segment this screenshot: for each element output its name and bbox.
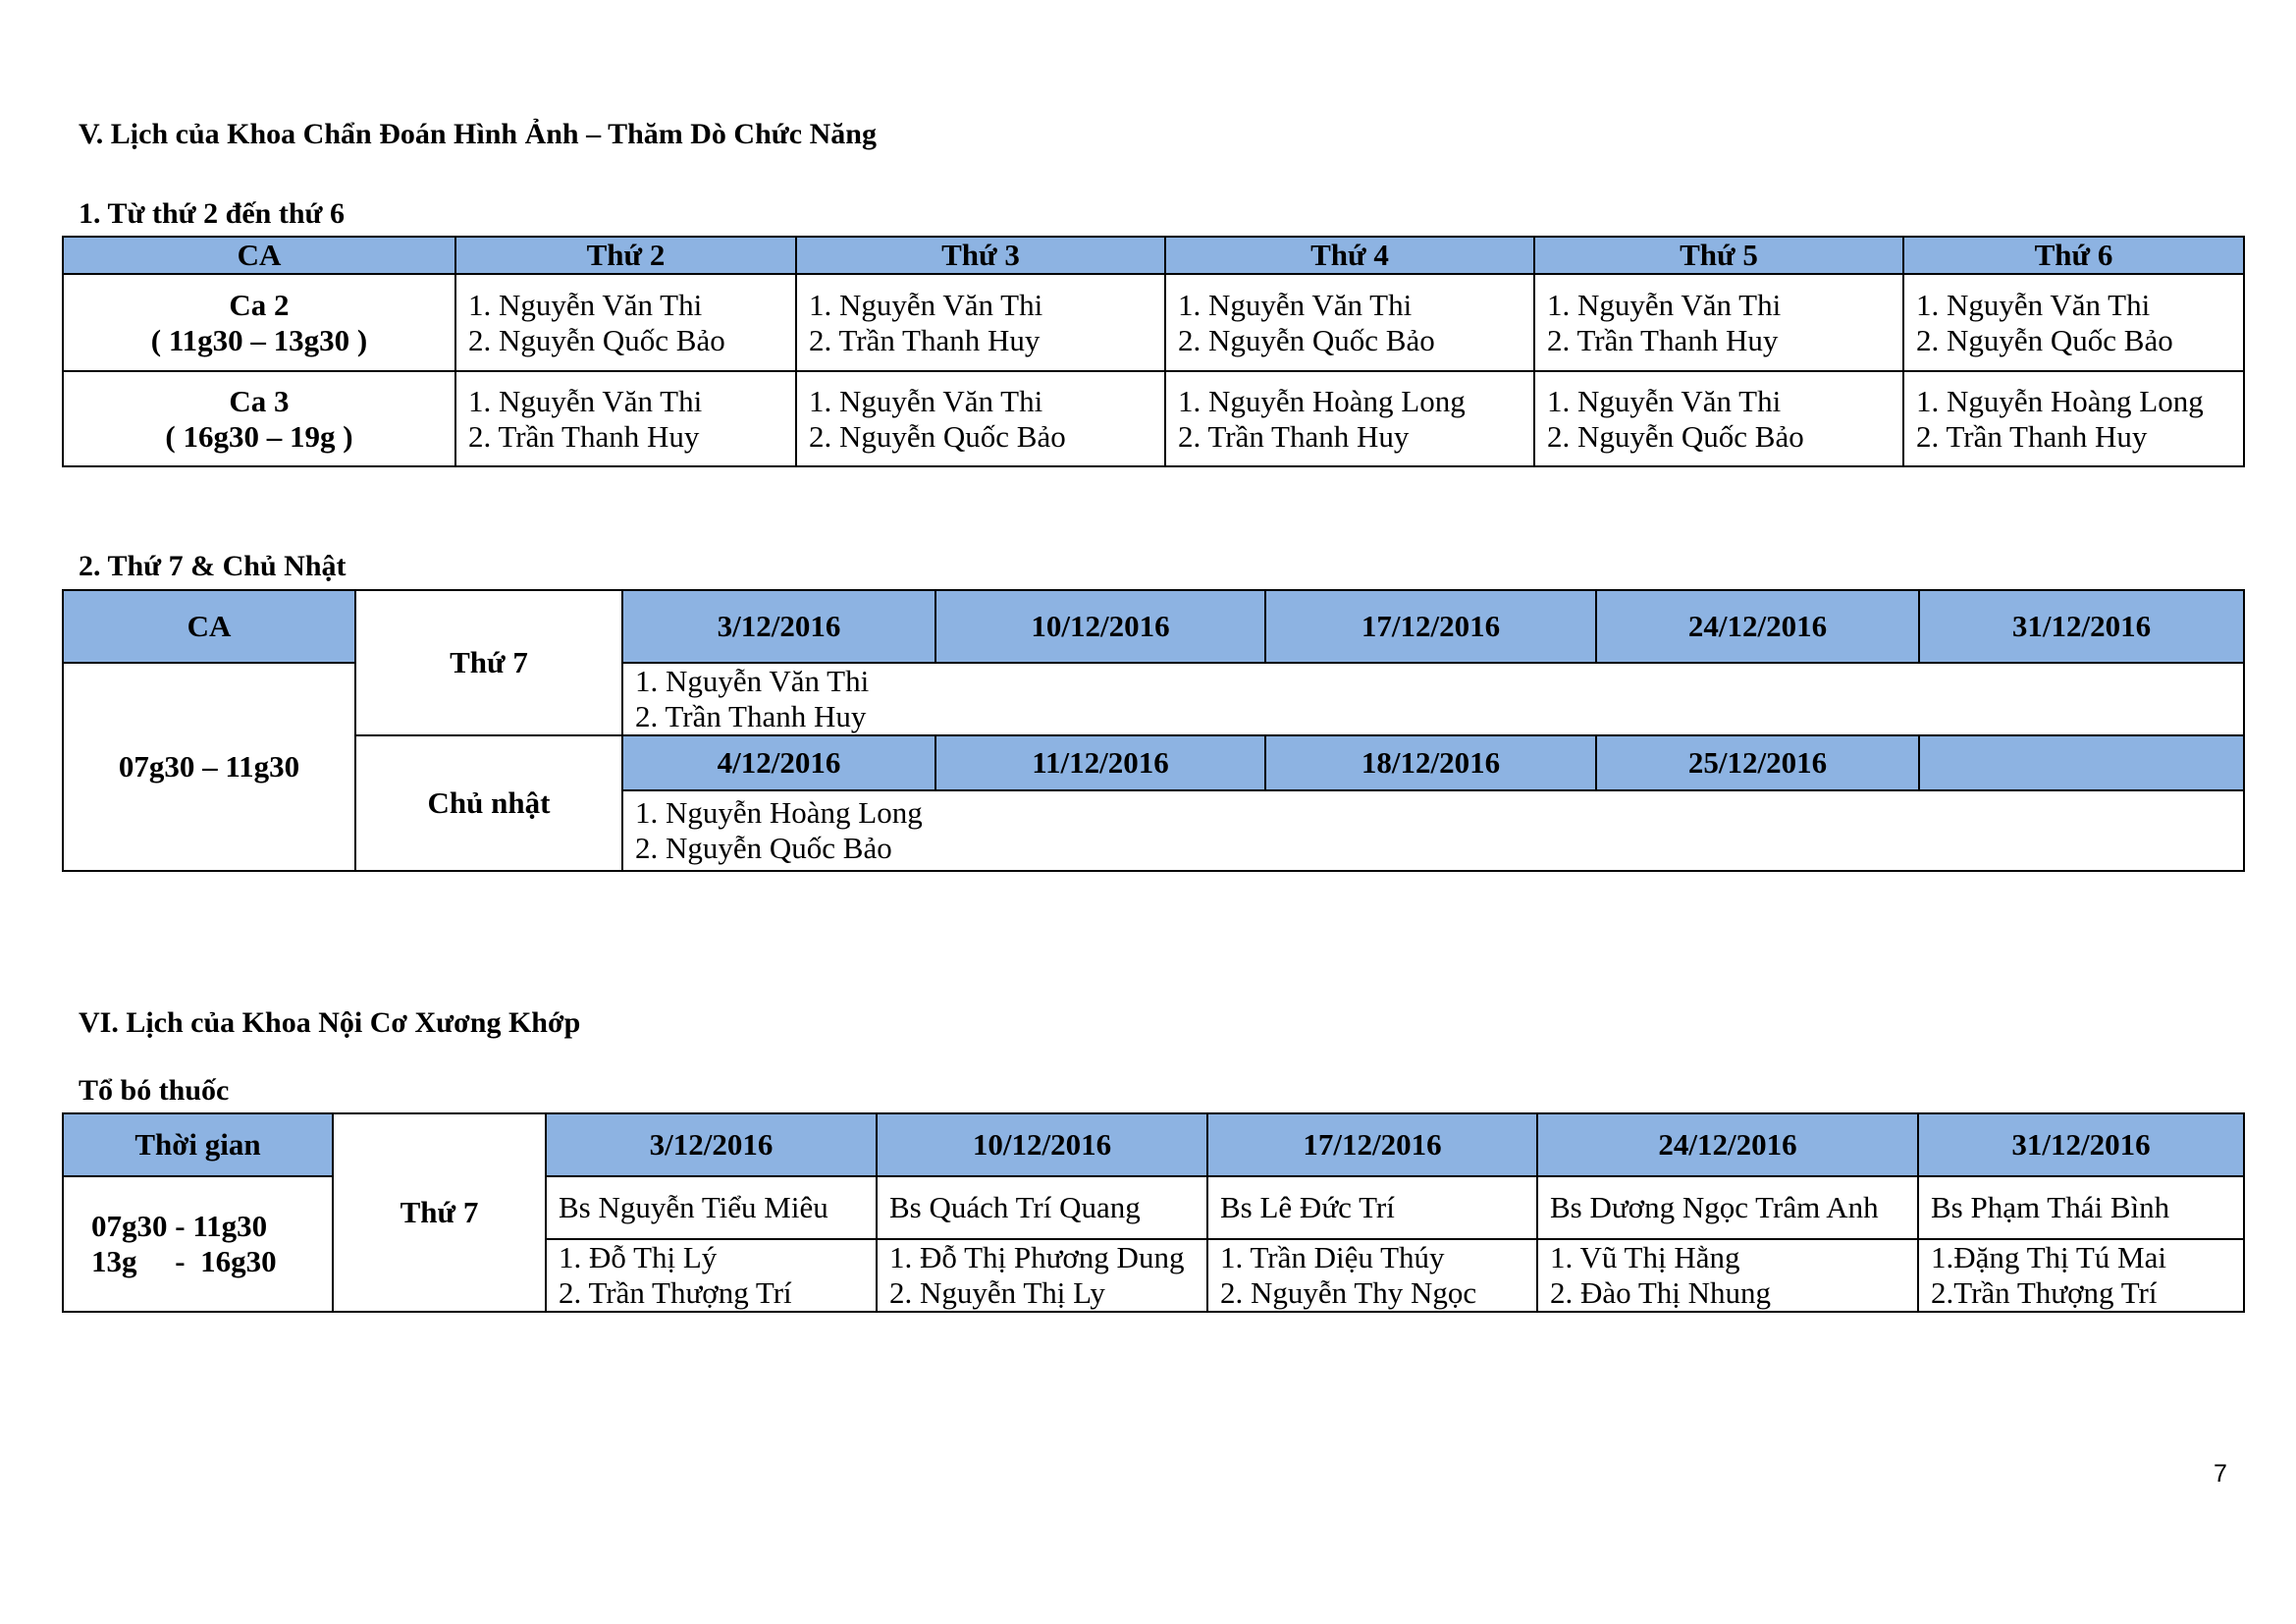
staff-line: 2. Nguyễn Quốc Bảo	[468, 322, 725, 357]
staff-cell	[1534, 274, 1903, 371]
time-cell	[63, 1176, 333, 1312]
shift-cell	[63, 371, 455, 466]
staff-line: 2. Nguyễn Thy Ngọc	[1220, 1275, 1477, 1310]
weekday-schedule-table	[62, 236, 2245, 467]
staff-line: 1. Nguyễn Văn Thi	[468, 287, 703, 322]
staff-line: 2. Nguyễn Quốc Bảo	[1916, 322, 2173, 357]
shift-name: Ca 3	[229, 383, 290, 418]
saturday-label: Thứ 7	[355, 590, 622, 735]
staff-line: 1. Đỗ Thị Phương Dung	[889, 1240, 1185, 1274]
staff-cell	[1903, 371, 2244, 466]
sunday-label: Chủ nhật	[355, 735, 622, 871]
staff-cell	[1165, 371, 1534, 466]
staff-line: 2.Trần Thượng Trí	[1931, 1275, 2158, 1310]
sunday-date: 11/12/2016	[935, 735, 1265, 790]
col-header-thu4: Thứ 4	[1165, 237, 1534, 274]
sunday-date: 18/12/2016	[1265, 735, 1596, 790]
shift-time: ( 16g30 – 19g )	[165, 418, 353, 454]
staff-line: 1. Vũ Thị Hằng	[1550, 1240, 1740, 1274]
staff-line: 2. Nguyễn Quốc Bảo	[1547, 418, 1804, 454]
col-header-ca: CA	[63, 237, 455, 274]
shift-name: Ca 2	[229, 287, 290, 322]
date-header: 24/12/2016	[1537, 1113, 1918, 1176]
table-row-ca3	[63, 371, 2244, 466]
time-header: Thời gian	[63, 1113, 333, 1176]
staff-cell	[455, 371, 796, 466]
saturday-date: 24/12/2016	[1596, 590, 1919, 663]
staff-cell	[1207, 1239, 1537, 1312]
staff-line: 2. Trần Thanh Huy	[635, 699, 867, 733]
staff-line: 2. Đào Thị Nhung	[1550, 1275, 1772, 1310]
staff-cell	[1534, 371, 1903, 466]
staff-cell	[1918, 1239, 2244, 1312]
shift-cell	[63, 274, 455, 371]
date-header: 31/12/2016	[1918, 1113, 2244, 1176]
staff-cell	[796, 274, 1165, 371]
staff-line: 1. Nguyễn Văn Thi	[1547, 287, 1782, 322]
staff-line: 1. Nguyễn Văn Thi	[635, 664, 870, 698]
col-header-thu3: Thứ 3	[796, 237, 1165, 274]
section5-sub1-title: 1. Từ thứ 2 đến thứ 6	[79, 197, 346, 230]
doctor-cell: Bs Quách Trí Quang	[877, 1176, 1207, 1239]
table-row-ca2	[63, 274, 2244, 371]
sunday-date: 4/12/2016	[622, 735, 935, 790]
saturday-staff-cell	[622, 663, 2244, 735]
staff-line: 1. Nguyễn Văn Thi	[809, 383, 1043, 418]
section6-title: VI. Lịch của Khoa Nội Cơ Xương Khớp	[79, 1006, 581, 1039]
staff-line: 2. Trần Thanh Huy	[809, 322, 1041, 357]
time-line: 13g - 16g30	[91, 1244, 277, 1278]
staff-line: 1. Nguyễn Hoàng Long	[1916, 383, 2204, 418]
staff-cell	[1903, 274, 2244, 371]
saturday-date: 17/12/2016	[1265, 590, 1596, 663]
section5-sub2-title: 2. Thứ 7 & Chủ Nhật	[79, 550, 347, 582]
weekend-schedule-table	[62, 589, 2245, 872]
staff-cell	[546, 1239, 877, 1312]
date-header: 3/12/2016	[546, 1113, 877, 1176]
staff-cell	[1165, 274, 1534, 371]
ca-header: CA	[63, 590, 355, 663]
date-header: 10/12/2016	[877, 1113, 1207, 1176]
doctor-cell: Bs Dương Ngọc Trâm Anh	[1537, 1176, 1918, 1239]
col-header-thu6: Thứ 6	[1903, 237, 2244, 274]
saturday-date: 31/12/2016	[1919, 590, 2244, 663]
staff-line: 2. Nguyễn Quốc Bảo	[635, 831, 892, 865]
date-header: 17/12/2016	[1207, 1113, 1537, 1176]
time-line: 07g30 - 11g30	[91, 1209, 268, 1243]
staff-cell	[1537, 1239, 1918, 1312]
staff-line: 1. Trần Diệu Thúy	[1220, 1240, 1445, 1274]
col-header-thu2: Thứ 2	[455, 237, 796, 274]
doctor-cell: Bs Phạm Thái Bình	[1918, 1176, 2244, 1239]
staff-line: 1. Nguyễn Hoàng Long	[635, 795, 923, 830]
staff-line: 2. Trần Thượng Trí	[559, 1275, 792, 1310]
staff-line: 1. Nguyễn Hoàng Long	[1178, 383, 1466, 418]
staff-cell	[455, 274, 796, 371]
staff-line: 2. Trần Thanh Huy	[1916, 418, 2148, 454]
doctor-cell: Bs Lê Đức Trí	[1207, 1176, 1537, 1239]
staff-line: 2. Trần Thanh Huy	[1178, 418, 1410, 454]
staff-line: 2. Nguyễn Thị Ly	[889, 1275, 1105, 1310]
section5-title: V. Lịch của Khoa Chẩn Đoán Hình Ảnh – Thăm Dò Chức Năng	[79, 118, 877, 150]
staff-cell	[796, 371, 1165, 466]
sunday-staff-cell	[622, 790, 2244, 871]
staff-line: 2. Trần Thanh Huy	[1547, 322, 1779, 357]
staff-cell	[877, 1239, 1207, 1312]
staff-line: 1. Nguyễn Văn Thi	[468, 383, 703, 418]
saturday-date: 10/12/2016	[935, 590, 1265, 663]
sunday-date: 25/12/2016	[1596, 735, 1919, 790]
col-header-thu5: Thứ 5	[1534, 237, 1903, 274]
staff-line: 2. Nguyễn Quốc Bảo	[809, 418, 1066, 454]
staff-line: 2. Trần Thanh Huy	[468, 418, 700, 454]
staff-line: 1. Nguyễn Văn Thi	[1547, 383, 1782, 418]
day-label: Thứ 7	[333, 1113, 546, 1312]
doctor-cell: Bs Nguyễn Tiểu Miêu	[546, 1176, 877, 1239]
bone-joint-schedule-table	[62, 1112, 2245, 1313]
staff-line: 1. Nguyễn Văn Thi	[1178, 287, 1413, 322]
staff-line: 1. Đỗ Thị Lý	[559, 1240, 718, 1274]
staff-line: 1. Nguyễn Văn Thi	[809, 287, 1043, 322]
staff-line: 2. Nguyễn Quốc Bảo	[1178, 322, 1435, 357]
page-number: 7	[2214, 1460, 2227, 1488]
shift-time: ( 11g30 – 13g30 )	[150, 322, 368, 357]
saturday-date: 3/12/2016	[622, 590, 935, 663]
staff-line: 1. Nguyễn Văn Thi	[1916, 287, 2151, 322]
section6-subtitle: Tổ bó thuốc	[79, 1074, 230, 1107]
staff-line: 1.Đặng Thị Tú Mai	[1931, 1240, 2166, 1274]
sunday-date	[1919, 735, 2244, 790]
weekend-shift-time: 07g30 – 11g30	[63, 663, 355, 871]
